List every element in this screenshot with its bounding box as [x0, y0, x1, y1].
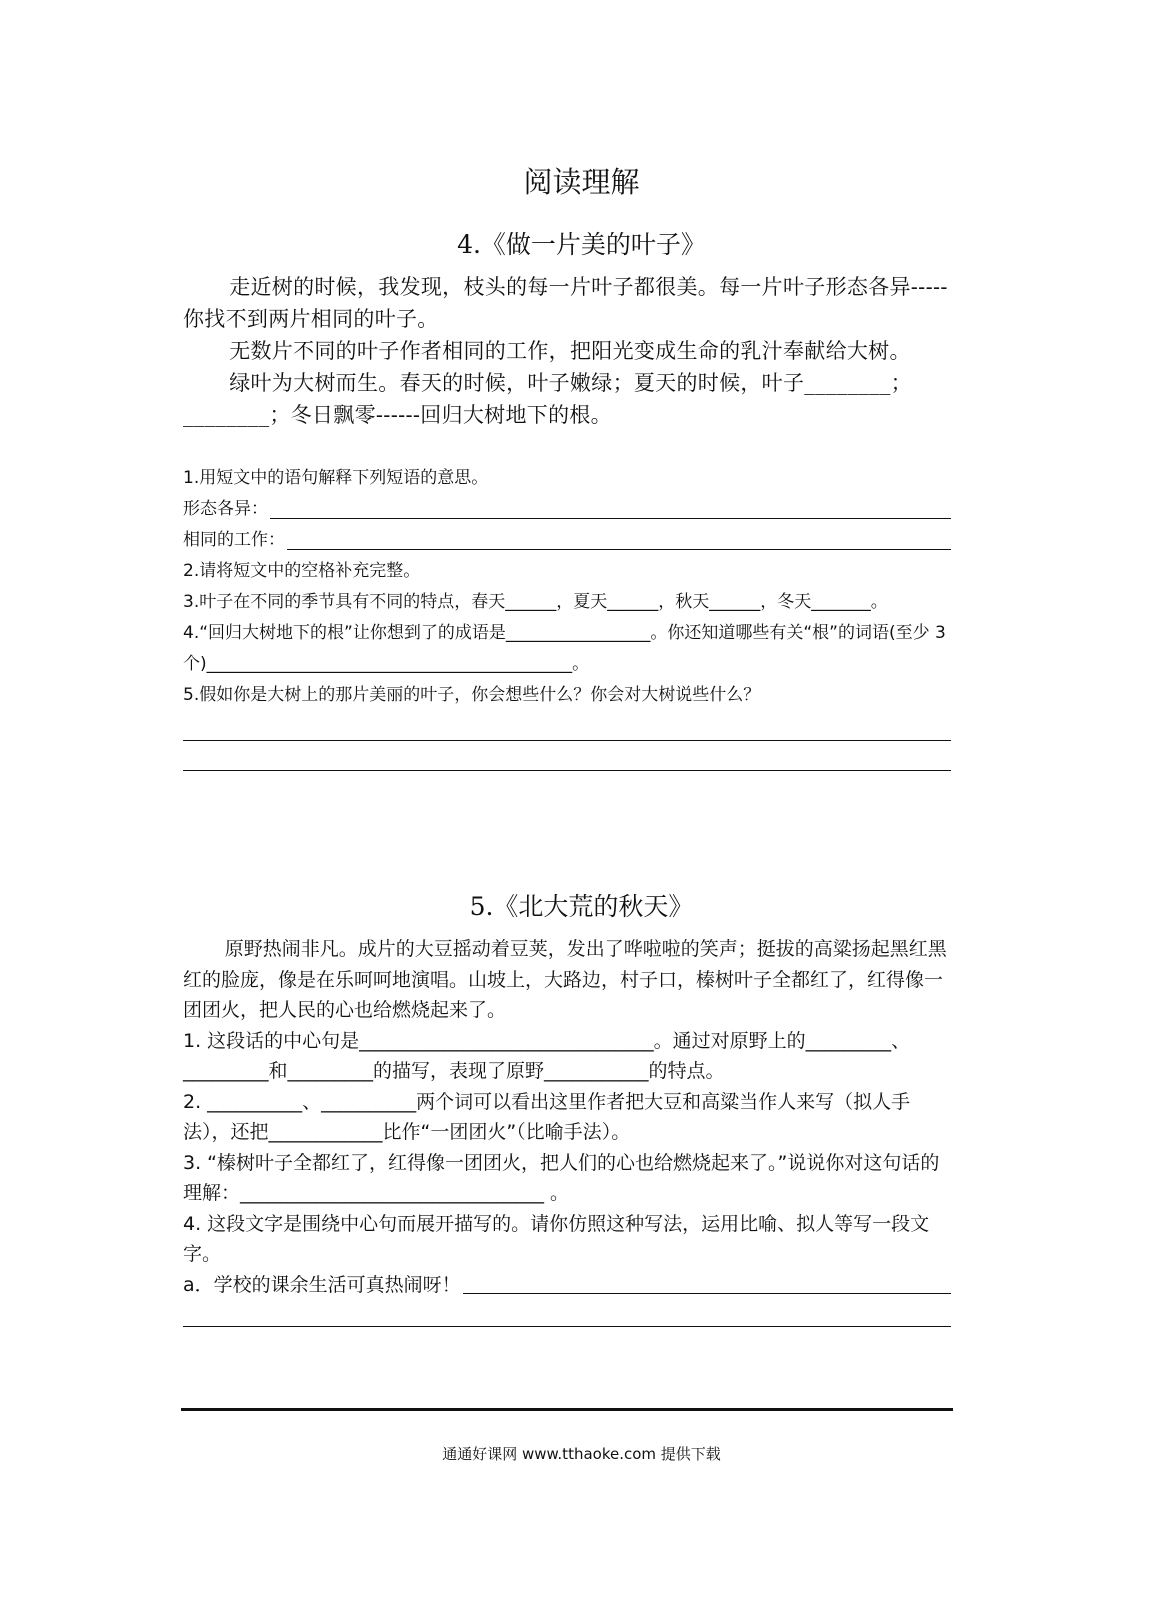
footer-text: 通通好课网 www.tthaoke.com 提供下载: [442, 1445, 721, 1463]
section1-answer-row-1a: [183, 494, 951, 525]
section2-question-3: 3. “榛树叶子全都红了，红得像一团团火，把人们的心也给燃烧起来了。”说说你对这句话的理解：________________________________ 。: [183, 1151, 940, 1204]
section2-question-2: 2. __________、__________两个词可以看出这里作者把大豆和高粱当作人来写（拟人手法），还把____________比作“一团团火”（比喻手法）。: [183, 1090, 911, 1143]
section1-passage: [183, 271, 951, 431]
page-title: 阅读理解: [523, 165, 640, 199]
answer-line[interactable]: [183, 741, 951, 771]
answer-line[interactable]: [463, 1293, 951, 1294]
answer-label: a．学校的课余生活可真热闹呀！: [183, 1273, 461, 1296]
section1-question-5: 5.假如你是大树上的那片美丽的叶子，你会想些什么？你会对大树说些什么？: [183, 685, 761, 705]
answer-line[interactable]: [270, 518, 951, 519]
section1-question-4: 4.“回归大树地下的根”让你想到了的成语是_________________。你还知道哪些有关“根”的词语(至少 3 个)___________________________________________。: [183, 623, 946, 674]
answer-line[interactable]: [183, 1300, 951, 1327]
section1-heading: 4.《做一片美的叶子》: [457, 230, 706, 259]
section2-answer-row-4a: [183, 1270, 951, 1301]
section1-answer-row-1b: [183, 525, 951, 556]
section1-question-2: 2.请将短文中的空格补充完整。: [183, 561, 421, 581]
section2-question-4: 4. 这段文字是围绕中心句而展开描写的。请你仿照这种写法，运用比喻、拟人等写一段文字。: [183, 1212, 930, 1265]
section1-question-3: 3.叶子在不同的季节具有不同的特点，春天______，夏天______，秋天______，冬天_______。: [183, 592, 888, 612]
section2-question-1: 1. 这段话的中心句是_______________________________。通过对原野上的_________、_________和_________的描写，表现了原野___________的特点。: [183, 1029, 911, 1082]
section1-questions: [183, 463, 951, 771]
section1-paragraph-3: 绿叶为大树而生。春天的时候，叶子嫩绿；夏天的时候，叶子________；________；冬日飘零------回归大树地下的根。: [183, 371, 912, 427]
section2-heading: 5.《北大荒的秋天》: [469, 892, 694, 921]
answer-line[interactable]: [287, 549, 951, 550]
section1-paragraph-2: 无数片不同的叶子作者相同的工作，把阳光变成生命的乳汁奉献给大树。: [229, 339, 911, 363]
section1-question-1: 1.用短文中的语句解释下列短语的意思。: [183, 468, 489, 488]
section2-content: [183, 934, 951, 1327]
footer-divider: [181, 1408, 953, 1411]
answer-line[interactable]: [183, 711, 951, 741]
answer-label: 相同的工作：: [183, 530, 285, 550]
answer-label: 形态各异：: [183, 499, 268, 519]
section1-paragraph-1: 走近树的时候，我发现，枝头的每一片叶子都很美。每一片叶子形态各异-----你找不到两片相同的叶子。: [183, 275, 948, 331]
section2-paragraph: 原野热闹非凡。成片的大豆摇动着豆荚，发出了哗啦啦的笑声；挺拔的高粱扬起黑红黑红的脸庞，像是在乐呵呵地演唱。山坡上，大路边，村子口，榛树叶子全都红了，红得像一团团火，把人民的心也给燃烧起来了。: [183, 938, 947, 1021]
